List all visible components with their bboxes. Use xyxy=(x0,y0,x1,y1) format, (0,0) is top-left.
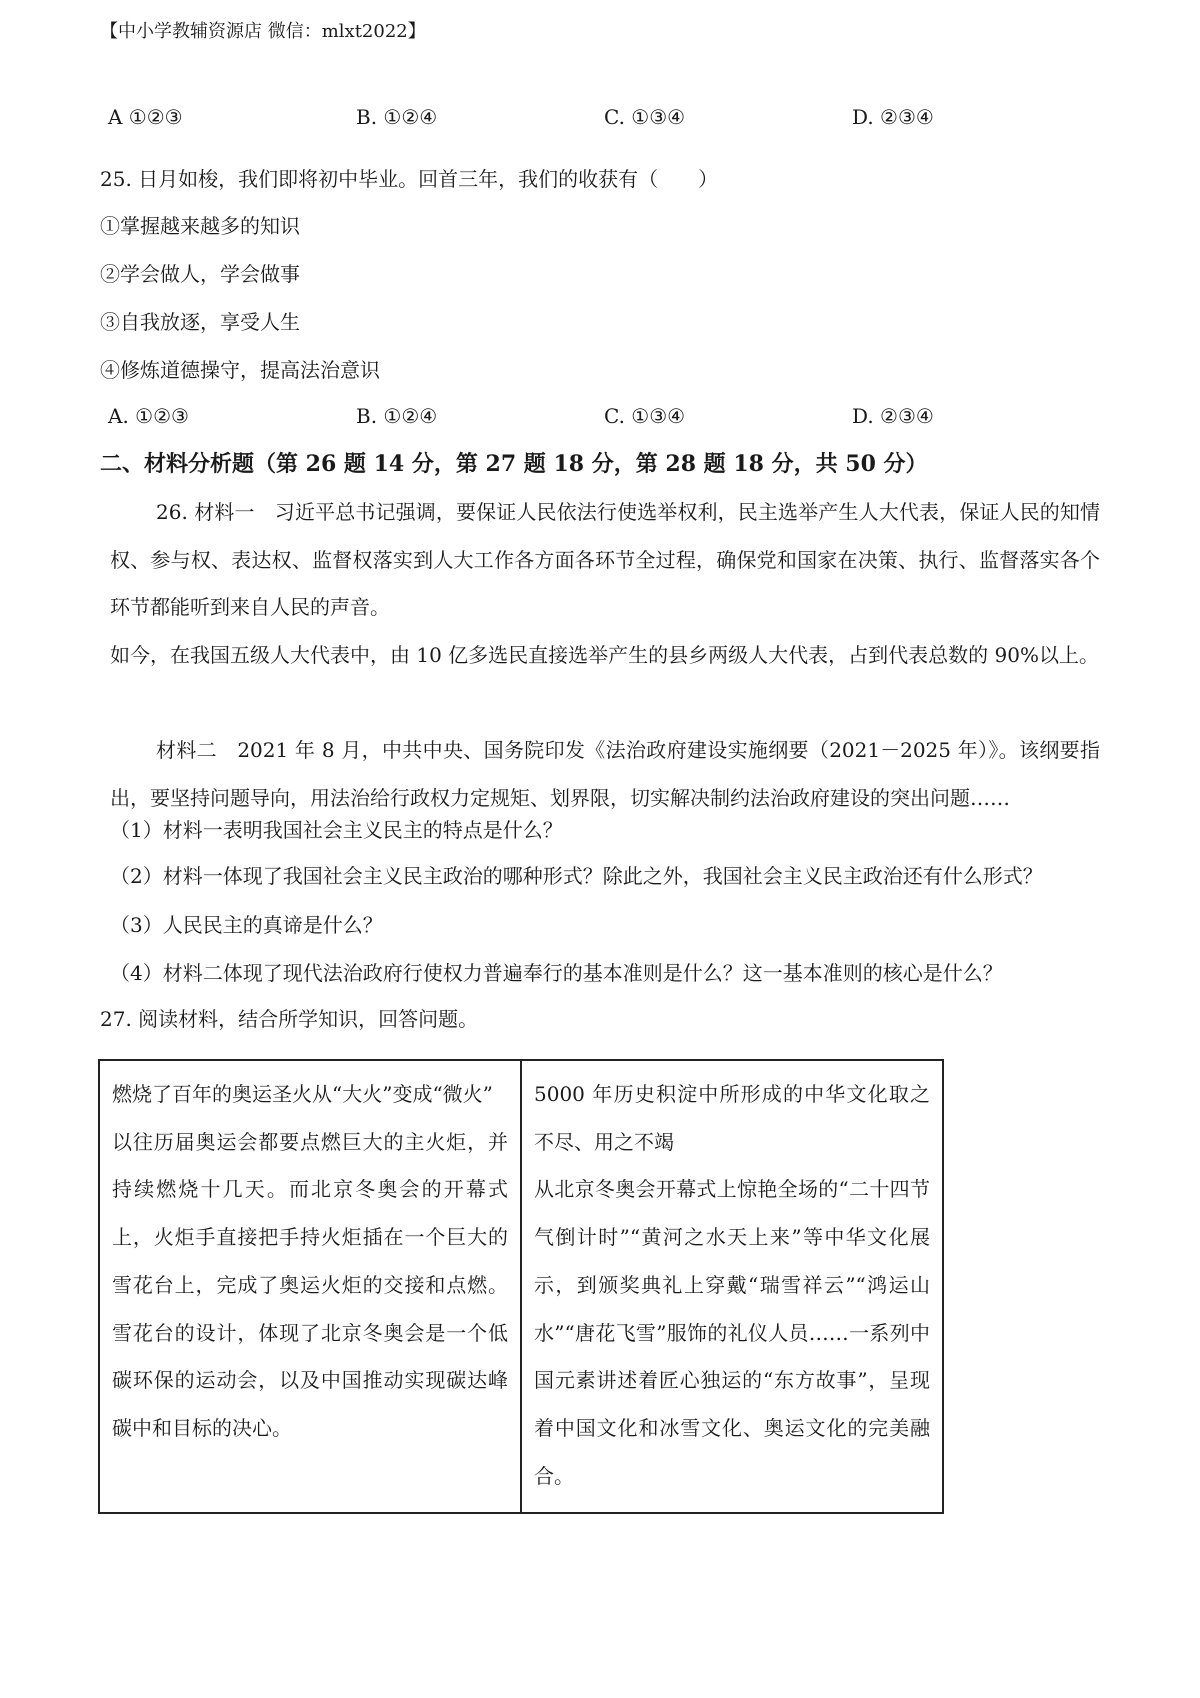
q26-material-1: 26. 材料一 习近平总书记强调，要保证人民依法行使选举权利，民主选举产生人大代表，保证人民的知情权、参与权、表达权、监督权落实到人大工作各方面各环节全过程，确保党和国家在决策、执行、监督落实各个环节都能听到来自人民的声音。 xyxy=(110,500,1100,619)
table-row xyxy=(99,1060,943,1513)
cell-body: 以往历届奥运会都要点燃巨大的主火炬，并持续燃烧十几天。而北京冬奥会的开幕式上，火炬手直接把手持火炬插在一个巨大的雪花台上，完成了奥运火炬的交接和点燃。雪花台的设计，体现了北京冬奥会是一个低碳环保的运动会，以及中国推动实现碳达峰碳中和目标的决心。 xyxy=(112,1129,508,1440)
section-title: 二、材料分析题（第 26 题 14 分，第 27 题 18 分，第 28 题 18 分，共 50 分） xyxy=(100,451,928,477)
q27-stem: 27. 阅读材料，结合所学知识，回答问题。 xyxy=(100,1007,479,1031)
q25-stem: 25. 日月如梭，我们即将初中毕业。回首三年，我们的收获有（ ） xyxy=(100,167,719,191)
cell-title: 5000 年历史积淀中所形成的中华文化取之不尽、用之不竭 xyxy=(534,1082,930,1154)
option-d: D. ②③④ xyxy=(852,105,934,129)
option-d: D. ②③④ xyxy=(852,404,934,428)
q26-question-3: （3）人民民主的真谛是什么？ xyxy=(110,913,383,937)
q25-item-3: ③自我放逐，享受人生 xyxy=(100,310,300,334)
header-note: 【中小学教辅资源店 微信：mlxt2022】 xyxy=(100,21,426,42)
q25-item-1: ①掌握越来越多的知识 xyxy=(100,214,300,238)
option-a: A ①②③ xyxy=(108,105,183,129)
q24-options xyxy=(108,102,1008,132)
q26-question-1: （1）材料一表明我国社会主义民主的特点是什么？ xyxy=(110,818,563,842)
material-cell-right xyxy=(521,1060,943,1513)
q25-options xyxy=(108,401,1008,431)
q26-material-2: 材料二 2021 年 8 月，中共中央、国务院印发《法治政府建设实施纲要（2021－2025 年）》。该纲要指出，要坚持问题导向，用法治给行政权力定规矩、划界限，切实解决制约法治政府建设的突出问题…… xyxy=(110,738,1100,810)
q25-item-4: ④修炼道德操守，提高法治意识 xyxy=(100,358,380,382)
q26-question-4: （4）材料二体现了现代法治政府行使权力普遍奉行的基本准则是什么？这一基本准则的核心是什么？ xyxy=(110,961,1003,985)
q26-material-1-continued: 如今，在我国五级人大代表中，由 10 亿多选民直接选举产生的县乡两级人大代表，占到代表总数的 90%以上。 xyxy=(110,643,1099,667)
option-b: B. ①②④ xyxy=(356,105,438,129)
option-a: A. ①②③ xyxy=(108,404,189,428)
q27-material-table xyxy=(98,1059,944,1514)
cell-title: 燃烧了百年的奥运圣火从“大火”变成“微火” xyxy=(112,1082,493,1106)
option-c: C. ①③④ xyxy=(604,105,686,129)
material-cell-left xyxy=(99,1060,521,1513)
option-c: C. ①③④ xyxy=(604,404,686,428)
cell-body: 从北京冬奥会开幕式上惊艳全场的“二十四节气倒计时”“黄河之水天上来”等中华文化展示，到颁奖典礼上穿戴“瑞雪祥云”“鸿运山水”“唐花飞雪”服饰的礼仪人员……一系列中国元素讲述着匠心独运的“东方故事”，呈现着中国文化和冰雪文化、奥运文化的完美融合。 xyxy=(534,1177,930,1488)
q25-item-2: ②学会做人，学会做事 xyxy=(100,262,300,286)
option-b: B. ①②④ xyxy=(356,404,438,428)
q26-question-2: （2）材料一体现了我国社会主义民主政治的哪种形式？除此之外，我国社会主义民主政治还有什么形式？ xyxy=(110,864,1043,888)
